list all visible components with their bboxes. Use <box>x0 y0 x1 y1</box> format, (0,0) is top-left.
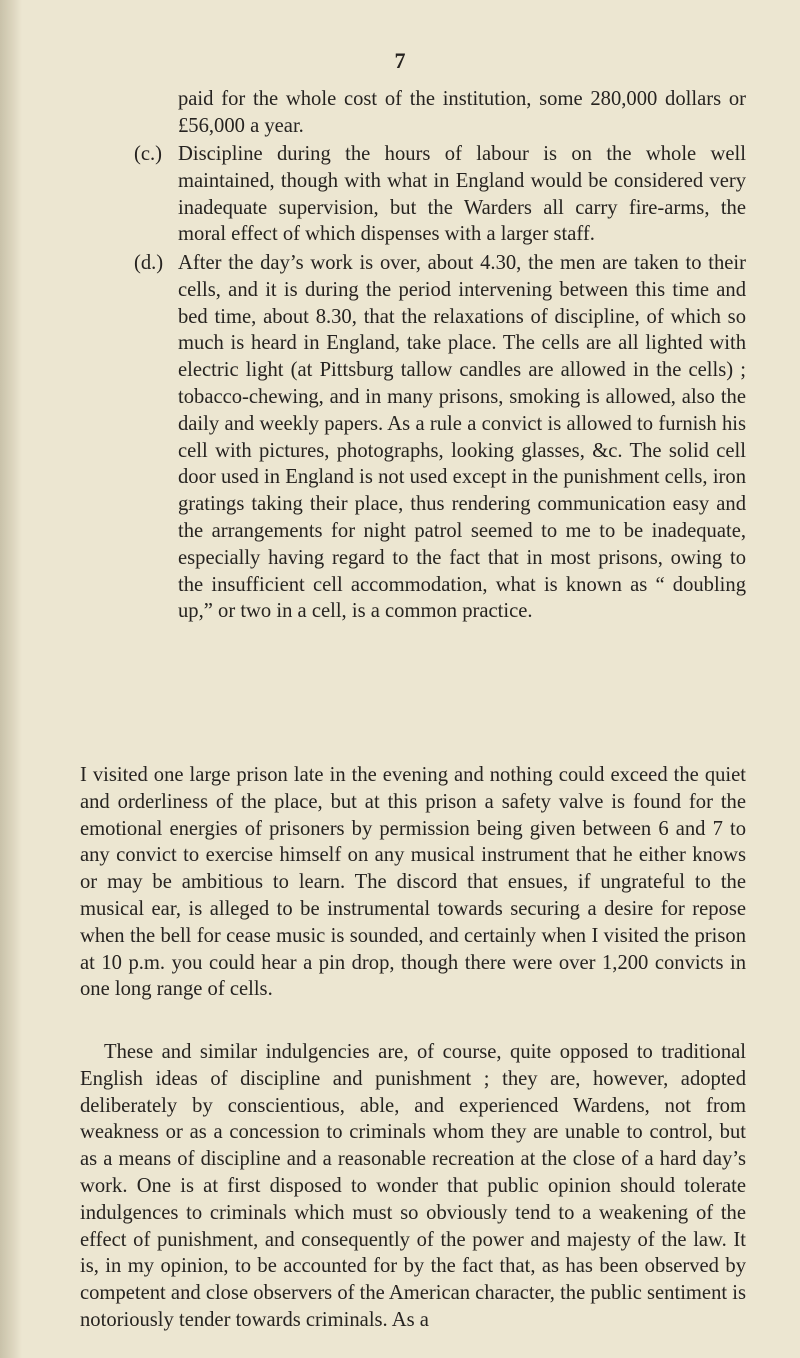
page-edge-shadow <box>0 0 22 1358</box>
list-item-c <box>134 141 746 248</box>
list-item-d <box>134 250 746 625</box>
paragraph-visit: I visited one large prison late in the evening and nothing could exceed the quiet and orderliness of the place, but at this prison a safety valve is found for the emotional energies of prisoners by permission being given between 6 and 7 to any convict to exercise himself on any musical instrument that he either knows or may be ambitious to learn. The discord that ensues, if ungrateful to the musical ear, is alleged to be instrumental towards securing a desire for repose when the bell for cease music is sounded, and certainly when I visited the prison at 10 p.m. you could hear a pin drop, though there were over 1,200 convicts in one long range of cells. <box>80 764 746 1001</box>
paragraph-continuation: paid for the whole cost of the institution, some 280,000 dollars or £56,000 a year. <box>178 88 746 137</box>
list-item-text: After the day’s work is over, about 4.30, the men are taken to their cells, and it is during the period intervening between this time and bed time, about 8.30, that the relaxations of discipline, of which so much is heard in England, take place. The cells are all lighted with electric light (at Pittsburg tallow candles are allowed in the cells) ; tobacco-chewing, and in many prisons, smoking is allowed, also the daily and weekly papers. As a rule a convict is allowed to furnish his cell with pictures, photographs, looking glasses, &c. The solid cell door used in England is not used except in the punishment cells, iron gratings taking their place, thus rendering communication easy and the arrangements for night patrol seemed to me to be inadequate, especially having regard to the fact that in most prisons, owing to the insufficient cell accommodation, what is known as “ doubling up,” or two in a cell, is a common practice. <box>178 252 746 623</box>
list-item-marker: (d.) <box>134 252 164 274</box>
list-item-marker: (c.) <box>134 143 163 165</box>
list-item-text: Discipline during the hours of labour is on the whole well maintained, though with what in England would be considered very inadequate supervision, but the Warders all carry fire-arms, the moral effect of which dispenses with a larger staff. <box>178 143 746 246</box>
page-number: 7 <box>394 48 406 73</box>
paragraph-indulgences: These and similar indulgencies are, of course, quite opposed to traditional English ideas of discipline and punishment ; they are, however, adopted deliberately by conscientious, able, and experienced Wardens, not from weakness or as a concession to criminals whom they are unable to control, but as a means of discipline and a reasonable recreation at the close of a hard day’s work. One is at first disposed to wonder that public opinion should tolerate indulgences to criminals which must so obviously tend to a weakening of the effect of punishment, and consequently of the power and majesty of the law. It is, in my opinion, to be accounted for by the fact that, as has been observed by competent and close observers of the American character, the public sentiment is notoriously tender towards criminals. As a <box>80 1041 746 1331</box>
